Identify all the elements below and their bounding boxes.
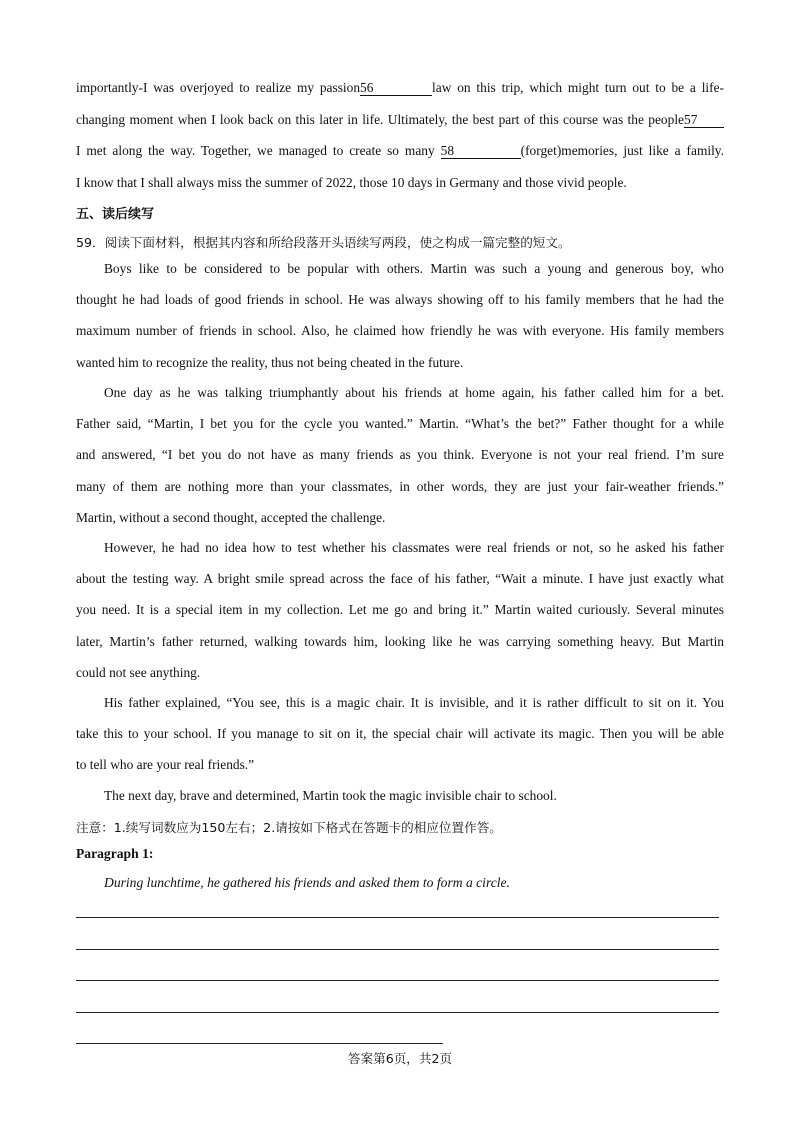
- paragraph-line: His father explained, “You see, this is a magic chair. It is invisible, and it is rather difficult to sit on it. You: [104, 695, 724, 710]
- passage-paragraph: [76, 687, 724, 781]
- blank-57[interactable]: 57: [684, 113, 724, 128]
- paragraph-line: later, Martin’s father returned, walking towards him, looking like he was carrying something heavy. But Martin: [76, 633, 724, 649]
- paragraph-line: thought he had loads of good friends in school. He was always showing off to his family members that he had the: [76, 292, 724, 308]
- passage-paragraph: [76, 780, 724, 811]
- cloze-text: [76, 72, 724, 198]
- writing-line[interactable]: [76, 949, 719, 950]
- paragraph-opening-prompt: During lunchtime, he gathered his friends and asked them to form a circle.: [104, 875, 510, 890]
- footnote-rule: [76, 1043, 443, 1044]
- page-footer: 答案第6页，共2页: [347, 1051, 453, 1066]
- text-run: law on this trip, which might turn out to be a life-: [432, 80, 724, 95]
- paragraph-line: you need. It is a special item in my collection. Let me go and bring it.” Martin waited curiously. Several minutes: [76, 602, 724, 618]
- text-run: (forget)memories, just like a family.: [520, 143, 724, 158]
- passage-paragraph: [76, 532, 724, 688]
- writing-line[interactable]: [76, 917, 719, 918]
- section-heading: 五、读后续写: [76, 207, 155, 222]
- cloze-line: [76, 135, 724, 167]
- cloze-line: [76, 72, 724, 104]
- writing-note: 注意：1.续写词数应为150左右；2.请按如下格式在答题卡的相应位置作答。: [76, 820, 502, 835]
- passage-paragraph: [76, 377, 724, 533]
- paragraph-line: Boys like to be considered to be popular with others. Martin was such a young and generous boy, who: [104, 261, 724, 276]
- paragraph-line: to tell who are your real friends.”: [76, 757, 255, 773]
- paragraph-line: The next day, brave and determined, Martin took the magic invisible chair to school.: [104, 788, 557, 803]
- paragraph-line: However, he had no idea how to test whether his classmates were real friends or not, so he asked his father: [104, 540, 724, 555]
- passage-paragraph: [76, 253, 724, 378]
- paragraph-line: take this to your school. If you manage to sit on it, the special chair will activate its magic. Then you will be able: [76, 726, 724, 742]
- text-run: I met along the way. Together, we managed to create so many: [76, 143, 435, 158]
- paragraph-line: One day as he was talking triumphantly about his friends at home again, his father called him for a bet.: [104, 385, 724, 400]
- paragraph-line: about the testing way. A bright smile spread across the face of his father, “Wait a minute. I have just exactly what: [76, 571, 724, 587]
- blank-56[interactable]: 56: [360, 81, 432, 96]
- paragraph-line: Martin, without a second thought, accepted the challenge.: [76, 509, 386, 525]
- paragraph-line: and answered, “I bet you do not have as many friends as you think. Everyone is not your real friend. I’m sure: [76, 447, 724, 463]
- text-run: changing moment when I look back on this later in life. Ultimately, the best part of this course was the people: [76, 111, 684, 127]
- cloze-line: I know that I shall always miss the summer of 2022, those 10 days in Germany and those vivid people.: [76, 174, 627, 190]
- paragraph-line: maximum number of friends in school. Also, he claimed how friendly he was with everyone. His family members: [76, 323, 724, 339]
- cloze-line: [76, 104, 724, 136]
- writing-line[interactable]: [76, 980, 719, 981]
- question-instruction: 59．阅读下面材料，根据其内容和所给段落开头语续写两段，使之构成一篇完整的短文。: [76, 235, 571, 250]
- text-run: importantly-I was overjoyed to realize my passion: [76, 80, 361, 95]
- paragraph-label: Paragraph 1:: [76, 846, 154, 861]
- paragraph-line: wanted him to recognize the reality, thus not being cheated in the future.: [76, 354, 464, 370]
- paragraph-line: could not see anything.: [76, 664, 201, 680]
- writing-line[interactable]: [76, 1012, 719, 1013]
- paragraph-line: Father said, “Martin, I bet you for the cycle you wanted.” Martin. “What’s the bet?” Father thought for a while: [76, 416, 724, 432]
- blank-58[interactable]: 58: [441, 144, 521, 159]
- paragraph-line: many of them are nothing more than your classmates, in other words, they are just your fair-weather friends.”: [76, 478, 724, 494]
